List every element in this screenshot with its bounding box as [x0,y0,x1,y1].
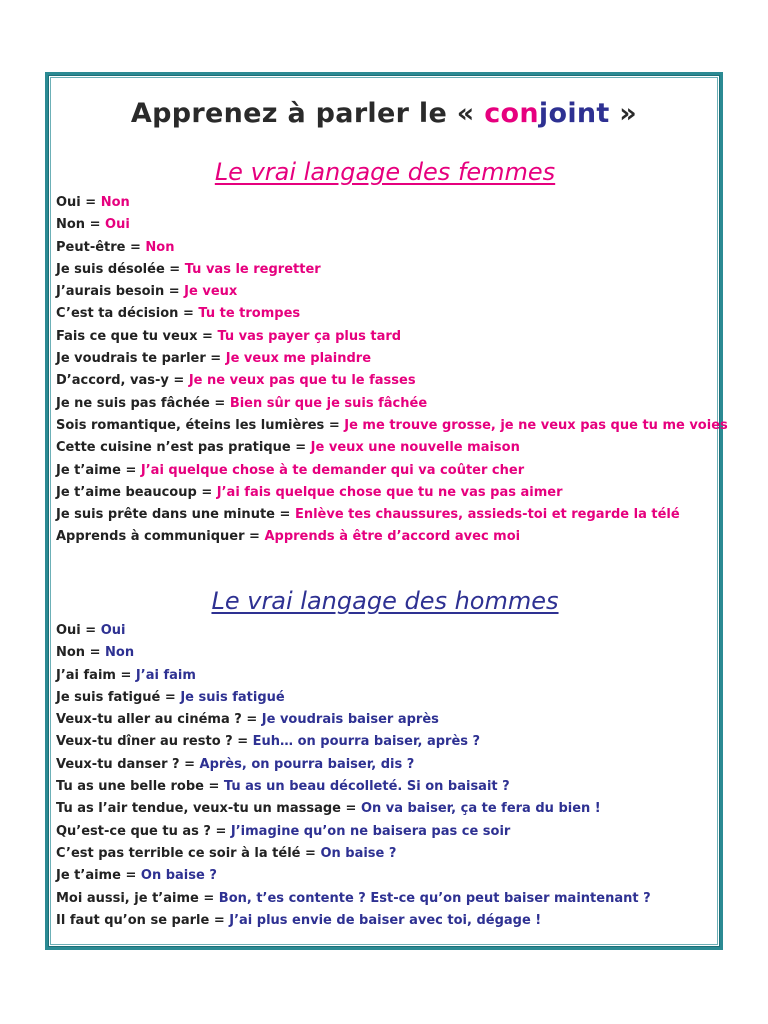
phrase-text: J’ai faim [56,667,116,683]
list-item-men: C’est pas terrible ce soir à la télé = On baise ? [56,845,397,861]
meaning-text: On baise ? [140,868,217,884]
meaning-text: Tu vas le regretter [184,261,321,277]
page-title [0,98,768,129]
list-item-women: Je t’aime beaucoup = J’ai fais quelque chose que tu ne vas pas aimer [56,484,563,500]
meaning-text: J’ai plus envie de baiser avec toi, dégage ! [229,912,542,928]
list-item-women: Non = Oui [56,217,130,233]
list-item-men: Non = Non [56,645,135,661]
meaning-text: Non [145,239,175,255]
meaning-text: Oui [105,217,130,233]
list-item-women: Je voudrais te parler = Je veux me plaindre [56,351,372,367]
phrase-text: C’est ta décision [56,306,179,322]
list-item-women: D’accord, vas-y = Je ne veux pas que tu le fasses [56,373,416,389]
phrase-text: Je t’aime beaucoup [56,484,197,500]
meaning-text: Tu te trompes [198,306,301,322]
list-item-men: Je suis fatigué = Je suis fatigué [56,689,285,705]
title-suffix: » [609,98,638,129]
list-item-men: Veux-tu dîner au resto ? = Euh… on pourra baiser, après ? [56,734,481,750]
list-item-men: Il faut qu’on se parle = J’ai plus envie de baiser avec toi, dégage ! [56,912,542,928]
meaning-text: Je ne veux pas que tu le fasses [188,373,416,389]
list-item-women: Fais ce que tu veux = Tu vas payer ça plus tard [56,328,402,344]
phrase-list-women [56,193,728,550]
phrase-text: Je t’aime [56,868,121,884]
list-item-women: Je t’aime = J’ai quelque chose à te demander qui va coûter cher [56,462,525,478]
list-item-men: Tu as une belle robe = Tu as un beau décolleté. Si on baisait ? [56,779,510,795]
phrase-text: Je t’aime [56,462,121,478]
phrase-text: Non [56,217,86,233]
meaning-text: On baise ? [320,845,397,861]
meaning-text: J’ai fais quelque chose que tu ne vas pas aimer [216,484,563,500]
meaning-text: Je me trouve grosse, je ne veux pas que tu me voies [344,417,728,433]
list-item-women: Sois romantique, éteins les lumières = Je me trouve grosse, je ne veux pas que tu me voies [56,417,728,433]
meaning-text: Oui [100,623,126,638]
phrase-text: Fais ce que tu veux [56,328,198,344]
phrase-text: Moi aussi, je t’aime [56,890,199,906]
phrase-text: J’aurais besoin [56,284,165,300]
list-item-men: Tu as l’air tendue, veux-tu un massage = On va baiser, ça te fera du bien ! [56,801,601,817]
meaning-text: Bon, t’es contente ? Est-ce qu’on peut baiser maintenant ? [218,890,651,906]
list-item-women: Je suis prête dans une minute = Enlève tes chaussures, assieds-toi et regarde la télé [56,507,680,523]
list-item-men: Qu’est-ce que tu as ? = J’imagine qu’on ne baisera pas ce soir [56,823,511,839]
phrase-text: Tu as l’air tendue, veux-tu un massage [56,801,341,817]
meaning-text: Tu vas payer ça plus tard [217,328,402,344]
list-item-men: Veux-tu danser ? = Après, on pourra baiser, dis ? [56,756,415,772]
phrase-text: Tu as une belle robe [56,779,204,795]
list-item-women: Apprends à communiquer = Apprends à être d’accord avec moi [56,529,521,545]
meaning-text: Non [100,195,130,210]
title-word-part2: joint [538,98,610,129]
phrase-text: Veux-tu dîner au resto ? [56,734,233,750]
list-item-men: Moi aussi, je t’aime = Bon, t’es contente ? Est-ce qu’on peut baiser maintenant ? [56,890,651,906]
list-item-women: Oui = Non [56,195,130,210]
list-item-women: Peut-être = Non [56,239,175,255]
phrase-text: Sois romantique, éteins les lumières [56,417,325,433]
phrase-text: Peut-être [56,239,126,255]
section-heading-men: Le vrai langage des hommes [211,587,559,615]
list-item-women: J’aurais besoin = Je veux [56,284,238,300]
section-heading-women: Le vrai langage des femmes [214,158,556,186]
phrase-text: D’accord, vas-y [56,373,169,389]
meaning-text: Euh… on pourra baiser, après ? [252,734,481,750]
meaning-text: Non [105,645,135,661]
meaning-text: J’ai faim [135,667,196,683]
meaning-text: Je voudrais baiser après [261,712,439,728]
phrase-text: Je suis prête dans une minute [56,507,275,523]
phrase-text: Qu’est-ce que tu as ? [56,823,211,839]
phrase-text: Cette cuisine n’est pas pratique [56,440,291,456]
phrase-text: Je suis fatigué [56,689,161,705]
meaning-text: J’ai quelque chose à te demander qui va coûter cher [140,462,525,478]
meaning-text: J’imagine qu’on ne baisera pas ce soir [230,823,511,839]
meaning-text: Enlève tes chaussures, assieds-toi et regarde la télé [294,507,680,523]
meaning-text: Bien sûr que je suis fâchée [229,395,428,411]
title-prefix: Apprenez à parler le « [130,98,485,129]
meaning-text: Apprends à être d’accord avec moi [264,529,521,545]
meaning-text: On va baiser, ça te fera du bien ! [360,801,601,817]
meaning-text: Je veux [184,284,238,300]
phrase-text: Oui [56,623,81,638]
phrase-list-men [56,621,651,933]
list-item-men: Oui = Oui [56,623,126,638]
title-word-part1: con [484,98,539,129]
meaning-text: Je suis fatigué [180,689,285,705]
list-item-men: Veux-tu aller au cinéma ? = Je voudrais baiser après [56,712,439,728]
phrase-text: C’est pas terrible ce soir à la télé [56,845,301,861]
phrase-text: Veux-tu danser ? [56,756,180,772]
phrase-text: Je suis désolée [56,261,165,277]
phrase-text: Non [56,645,86,661]
phrase-text: Oui [56,195,81,210]
list-item-women: Cette cuisine n’est pas pratique = Je veux une nouvelle maison [56,440,520,456]
list-item-men: J’ai faim = J’ai faim [56,667,196,683]
meaning-text: Après, on pourra baiser, dis ? [199,756,415,772]
phrase-text: Je voudrais te parler [56,351,206,367]
list-item-women: Je suis désolée = Tu vas le regretter [56,261,321,277]
phrase-text: Apprends à communiquer [56,529,245,545]
phrase-text: Veux-tu aller au cinéma ? [56,712,242,728]
phrase-text: Il faut qu’on se parle [56,912,210,928]
list-item-men: Je t’aime = On baise ? [56,868,217,884]
meaning-text: Je veux me plaindre [225,351,372,367]
meaning-text: Je veux une nouvelle maison [310,440,520,456]
list-item-women: C’est ta décision = Tu te trompes [56,306,301,322]
phrase-text: Je ne suis pas fâchée [56,395,210,411]
meaning-text: Tu as un beau décolleté. Si on baisait ? [223,779,510,795]
list-item-women: Je ne suis pas fâchée = Bien sûr que je suis fâchée [56,395,428,411]
